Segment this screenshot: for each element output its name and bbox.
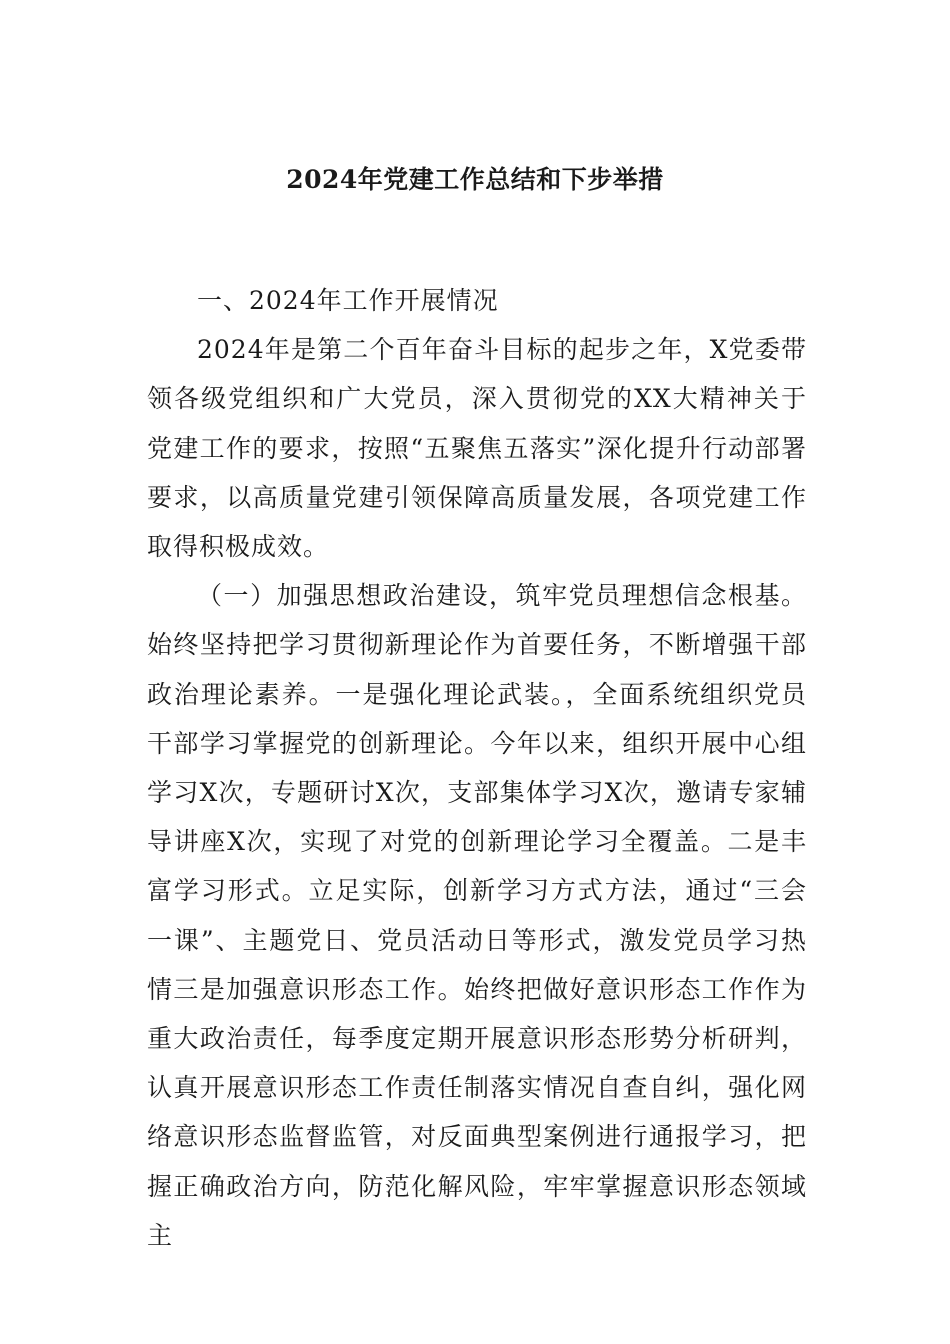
section-heading: 一、2024年工作开展情况 bbox=[197, 286, 499, 315]
document-body bbox=[147, 276, 807, 1260]
paragraph-intro: 2024年是第二个百年奋斗目标的起步之年，X党委带领各级党组织和广大党员，深入贯彻党的XX大精神关于党建工作的要求，按照“五聚焦五落实”深化提升行动部署要求，以高质量党建引领保障高质量发展，各项党建工作取得积极成效。 bbox=[147, 335, 807, 562]
document-title: 2024年党建工作总结和下步举措 bbox=[286, 165, 664, 194]
paragraph-section-1: （一）加强思想政治建设，筑牢党员理想信念根基。始终坚持把学习贯彻新理论作为首要任务，不断增强干部政治理论素养。一是强化理论武装。，全面系统组织党员干部学习掌握党的创新理论。今年以来，组织开展中心组学习X次，专题研讨X次，支部集体学习X次，邀请专家辅导讲座X次，实现了对党的创新理论学习全覆盖。二是丰富学习形式。立足实际，创新学习方式方法，通过“三会一课”、主题党日、党员活动日等形式，激发党员学习热情三是加强意识形态工作。始终把做好意识形态工作作为重大政治责任，每季度定期开展意识形态形势分析研判，认真开展意识形态工作责任制落实情况自查自纠，强化网络意识形态监督监管，对反面典型案例进行通报学习，把握正确政治方向，防范化解风险，牢牢掌握意识形态领域主 bbox=[147, 581, 807, 1250]
